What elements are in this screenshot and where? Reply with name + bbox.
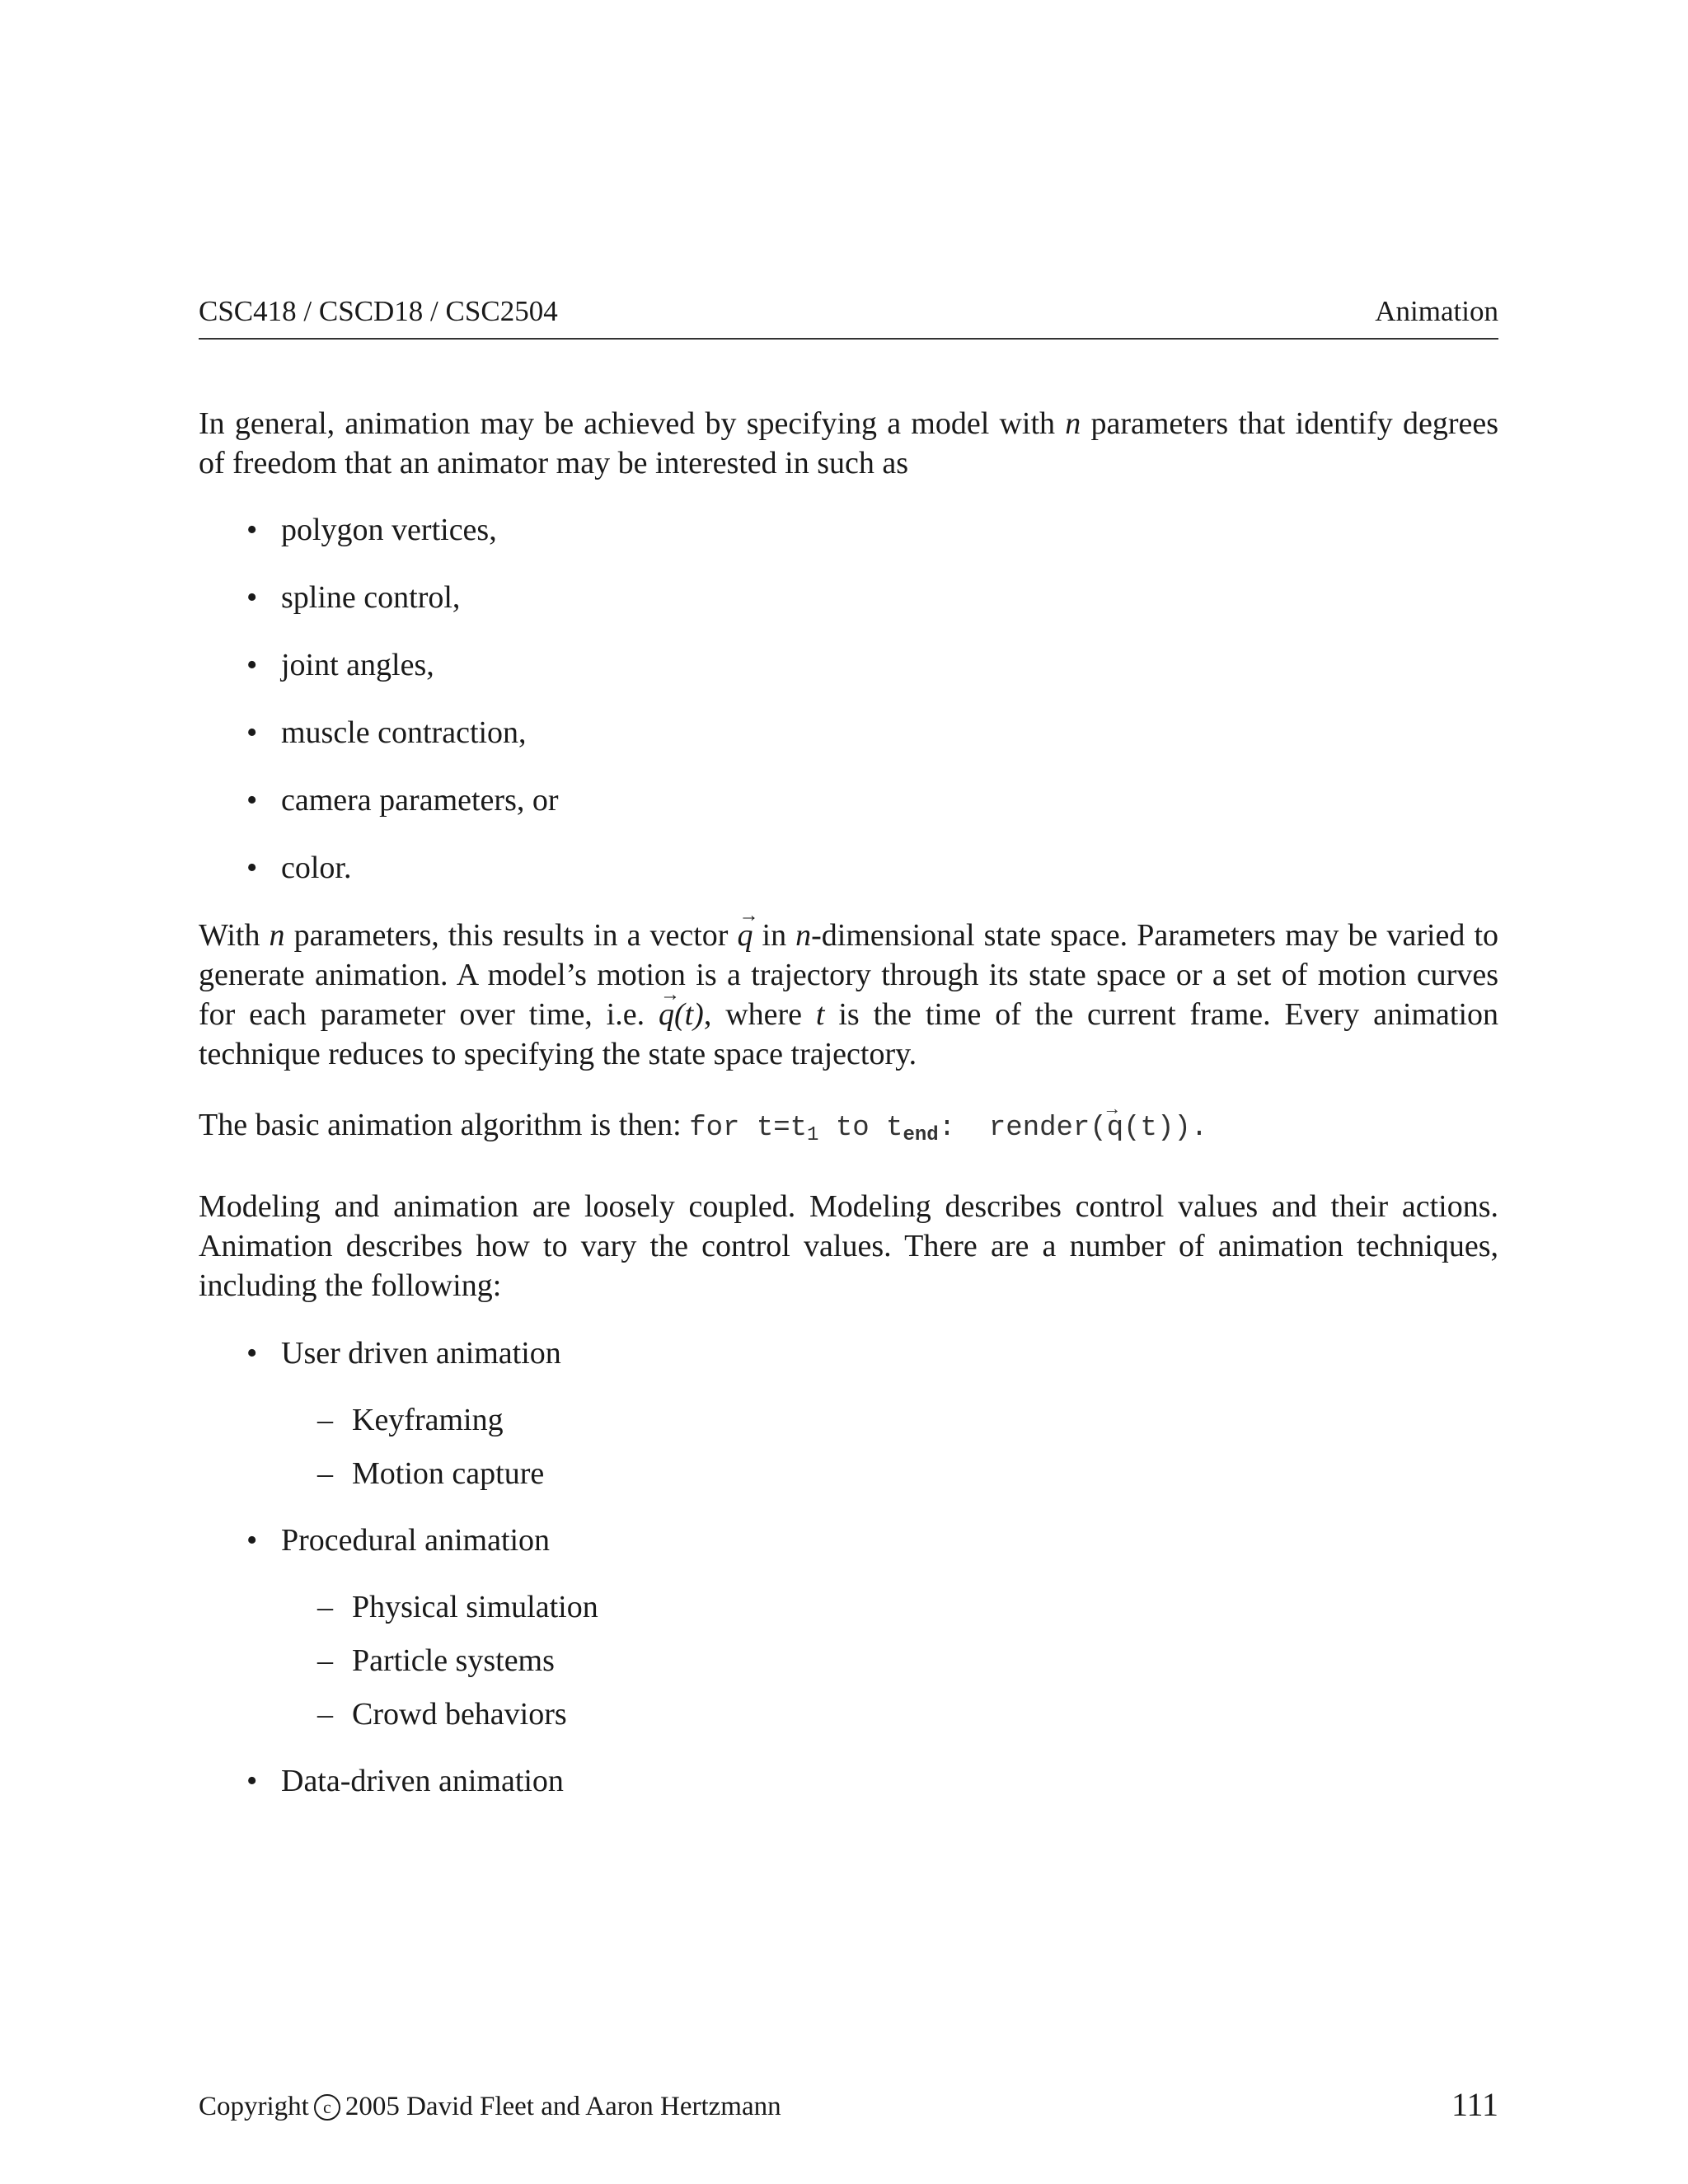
coupling-paragraph: Modeling and animation are loosely coupled. Modeling describes control values and their actions. Animation describes how to vary the control values. There are a number of animation techniques, including the following: — [199, 1189, 1498, 1303]
running-header — [199, 293, 1498, 340]
user-driven-sublist — [199, 1400, 1498, 1493]
list-item: • spline control, — [199, 578, 1498, 617]
intro-paragraph: In general, animation may be achieved by specifying a model with n parameters that identify degrees of freedom that an animator may be interested in such as — [199, 406, 1499, 480]
page-footer — [199, 2085, 1498, 2126]
math-vector-q: q → — [738, 916, 753, 955]
state-space-paragraph: With n parameters, this results in a vector q → in n-dimensional state space. Parameters may be varied to generate animation. A model’s motion is a trajectory through its state space or a set of motion curves for each parameter over time, i.e. q →(t), where t is the time of the current frame. Every animation technique reduces to specifying the state space trajectory. — [199, 916, 1498, 1074]
procedural-sublist — [199, 1587, 1498, 1734]
math-n: n — [795, 918, 812, 953]
list-item: – Particle systems — [199, 1641, 1498, 1680]
section-title: Animation — [1375, 295, 1498, 327]
math-n: n — [269, 918, 285, 953]
list-item: • Procedural animation — [199, 1521, 1498, 1560]
list-item: – Keyframing — [199, 1400, 1498, 1440]
list-item: • joint angles, — [199, 645, 1498, 685]
list-item: • muscle contraction, — [199, 713, 1498, 752]
math-t: t — [815, 997, 825, 1032]
list-item: • color. — [199, 848, 1498, 888]
dof-list — [199, 510, 1498, 888]
document-page — [199, 0, 1498, 2184]
list-item: • Data-driven animation — [199, 1761, 1498, 1801]
math-vector-q: q → — [659, 995, 674, 1034]
page-number: 111 — [1451, 2086, 1498, 2123]
list-item: • polygon vertices, — [199, 510, 1498, 550]
list-item: • camera parameters, or — [199, 780, 1498, 820]
techniques-list-data — [199, 1761, 1498, 1801]
list-item: • User driven animation — [199, 1333, 1498, 1373]
list-item: – Crowd behaviors — [199, 1694, 1498, 1734]
course-code: CSC418 / CSCD18 / CSC2504 — [199, 295, 558, 327]
techniques-list-procedural — [199, 1521, 1498, 1560]
copyright-icon: c — [314, 2094, 340, 2121]
list-item: – Physical simulation — [199, 1587, 1498, 1627]
math-vector-q: q → — [1107, 1108, 1123, 1148]
algorithm-code: for $t=t_1$ to tend: render(q →(t)). — [689, 1113, 1207, 1144]
copyright-notice: Copyright c 2005 David Fleet and Aaron Hertzmann — [199, 2092, 781, 2121]
math-n: n — [1065, 406, 1081, 441]
techniques-list — [199, 1333, 1498, 1373]
main-content — [199, 404, 1498, 1801]
algorithm-paragraph: The basic animation algorithm is then: for $t=t_1$ to tend: render(q →(t)). — [199, 1105, 1498, 1155]
list-item: – Motion capture — [199, 1454, 1498, 1493]
